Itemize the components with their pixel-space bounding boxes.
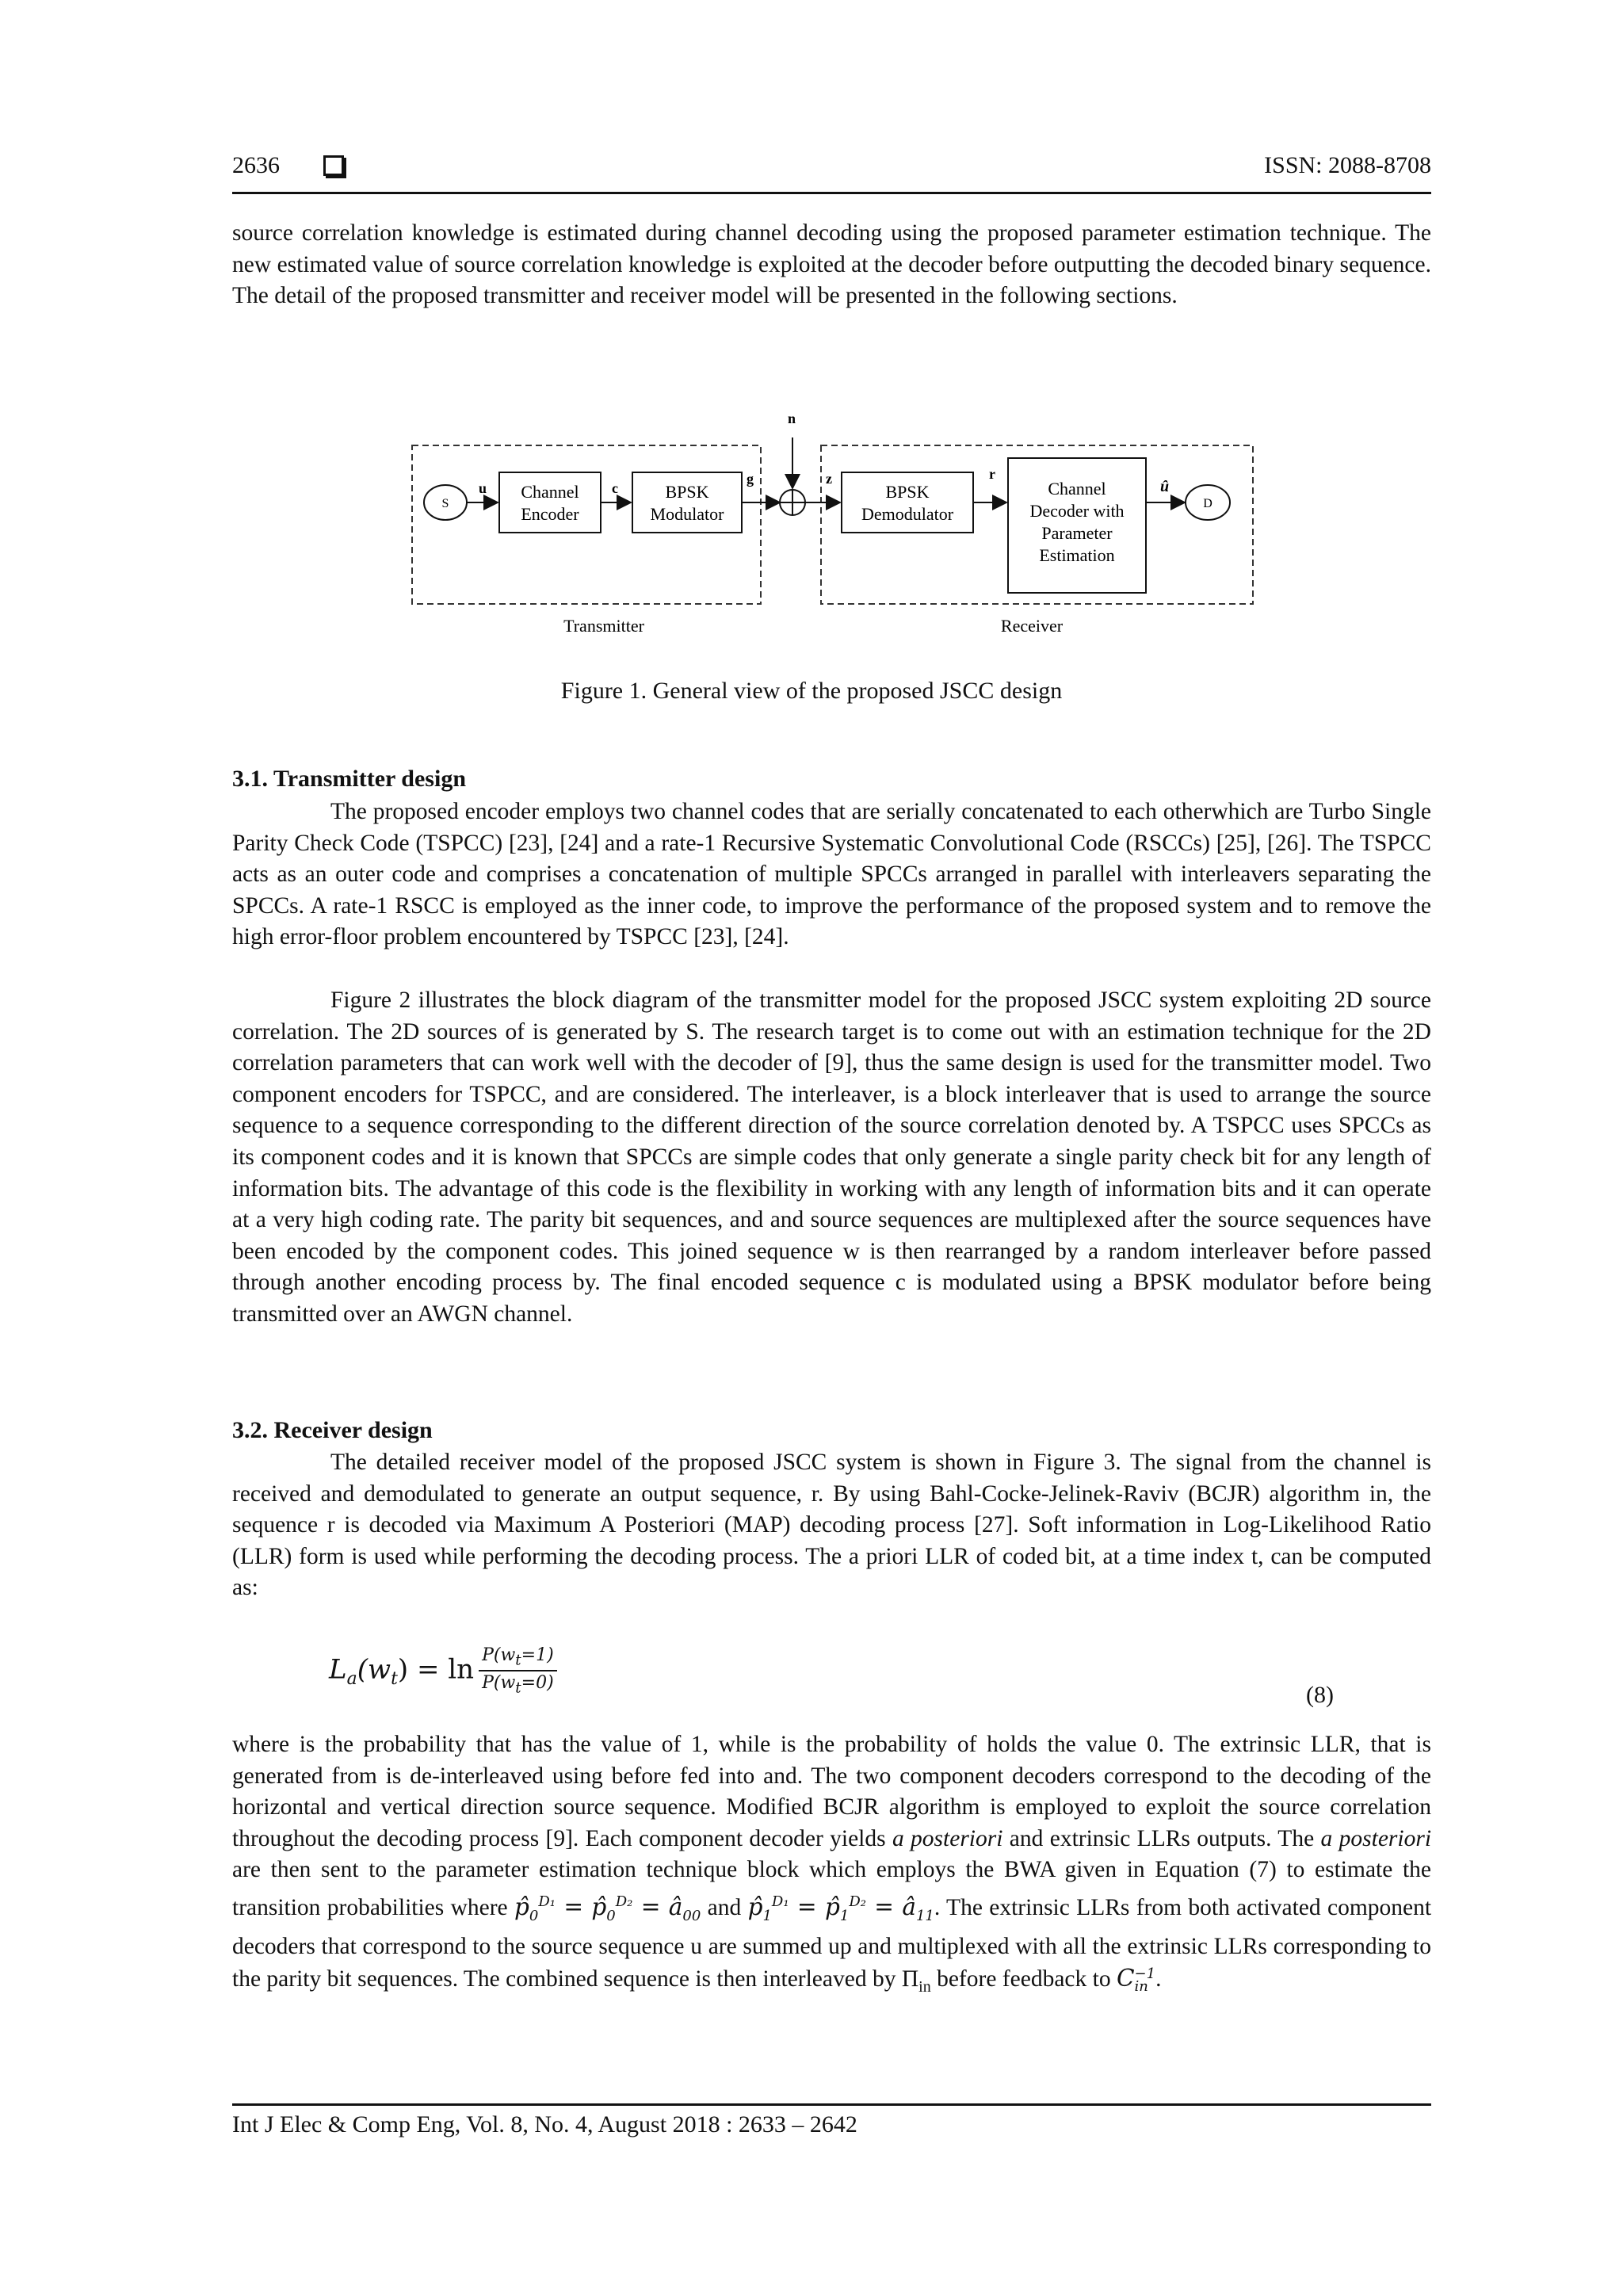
p2-end: . (1155, 1966, 1162, 1992)
page-number: 2636 (232, 152, 280, 178)
intro-paragraph: source correlation knowledge is estimated during channel decoding using the proposed parameter estimation technique. The new estimated value of source correlation knowledge is exploited at the decoder before outputting the decoded binary sequence. The detail of the proposed transmitter and receiver model will be presented in the following sections. (232, 220, 1431, 309)
bpsk-mod-label-2: Modulator (650, 504, 724, 524)
decoder-label-3: Parameter (1041, 523, 1113, 543)
channel-encoder-label-2: Encoder (521, 504, 579, 524)
bpsk-demod-label-2: Demodulator (861, 504, 954, 524)
footer-citation: Int J Elec & Comp Eng, Vol. 8, No. 4, August 2018 : 2633 – 2642 (232, 2111, 857, 2137)
eq-num-prefix: P(w (482, 1645, 516, 1665)
decoder-label-1: Channel (1048, 479, 1106, 499)
p2-text-c: are then sent to the parameter estimation technique block which employs the BWA given in Equation (7) to estimate the transition probabilities where (232, 1857, 1431, 1920)
p2-text-d: and (707, 1894, 742, 1920)
p2-pi-symbol: Π (901, 1966, 919, 1992)
bpsk-demod-label-1: BPSK (885, 482, 930, 502)
signal-u: u (479, 480, 487, 496)
p2-text-b: and extrinsic LLRs outputs. The (1009, 1825, 1315, 1851)
channel-encoder-label-1: Channel (521, 482, 579, 502)
eq-numerator: $P(w_t=1)$ (479, 1645, 557, 1671)
eq-lhs-sub: a (346, 1669, 357, 1690)
section-3-2-paragraph-2 (232, 1729, 1431, 2003)
eq-arg: (w (357, 1653, 391, 1686)
p2-text-e: . The extrinsic LLRs from both activated component decoders that correspond to the source sequence u are summed up and multiplexed with all the extrinsic LLRs corresponding to the parity bit sequences. The combined sequence is then interleaved by (232, 1894, 1432, 1992)
section-3-1-paragraph-1: The proposed encoder employs two channel codes that are serially concatenated to each otherwhich are Turbo Single Parity Check Code (TSPCC) [23], [24] and a rate-1 Recursive Systematic Convolutional Code (RSCCs) [25], [26]. The TSPCC acts as an outer code and comprises a concatenation of multiple SPCCs arranged in parallel with interleavers separating the SPCCs. A rate-1 RSCC is employed as the inner code, to improve the performance of the proposed system and to remove the high error-floor problem encountered by TSPCC [23], [24]. (232, 799, 1431, 950)
figure-1-caption: Figure 1. General view of the proposed JSCC design (560, 678, 1063, 704)
equation-8 (329, 1645, 557, 1697)
p2-formula-p0: $p̂_0^{D_1}$ = $p̂_0^{D_2}$ = $â_{00}$ (514, 1893, 701, 1924)
decoder-label-4: Estimation (1039, 545, 1115, 565)
signal-g: g (747, 471, 754, 487)
signal-z: z (826, 471, 832, 487)
p2-text-f: before feedback to (937, 1966, 1111, 1992)
p2-c-scripts (1134, 1966, 1156, 1996)
p2-formula-p1: $p̂_1^{D_1}$ = $p̂_1^{D_2}$ = $â_{11}$ (747, 1893, 934, 1924)
footer-rule (232, 2103, 1431, 2106)
header-rule (232, 192, 1431, 194)
section-3-2-heading: 3.2. Receiver design (232, 1417, 433, 1443)
page-header (232, 152, 1431, 190)
eq-num-rest: =1) (521, 1645, 554, 1665)
eq-lhs: L (329, 1653, 347, 1686)
receiver-label: Receiver (1000, 616, 1064, 636)
p2-italic-a-posteriori-2: a posteriori (1320, 1825, 1432, 1851)
p2-italic-a-posteriori-1: a posteriori (892, 1825, 1003, 1851)
section-3-1-heading: 3.1. Transmitter design (232, 766, 467, 792)
eq-arg-close: ) = ln (397, 1653, 475, 1686)
section-3-2-paragraph-1: The detailed receiver model of the proposed JSCC system is shown in Figure 3. The signal from the channel is received and demodulated to generate an output sequence, r. By using Bahl-Cocke-Jelinek-Raviv (BCJR) algorithm in, the sequence r is decoded via Maximum A Posteriori (MAP) decoding process [27]. Soft information in Log-Likelihood Ratio (LLR) form is used while performing the decoding process. The a priori LLR of coded bit, at a time index t, can be computed as: (232, 1450, 1431, 1601)
eq-arg-sub: t (391, 1669, 398, 1690)
destination-label: D (1203, 497, 1212, 510)
transmitter-label: Transmitter (563, 616, 644, 636)
section-3-1-paragraph-2: Figure 2 illustrates the block diagram of the transmitter model for the proposed JSCC system exploiting 2D source correlation. The 2D sources of is generated by S. The research target is to come out with an estimation technique for the 2D correlation parameters that can work well with the decoder of [9], thus the same design is used for the transmitter model. Two component encoders for TSPCC, and are considered. The interleaver, is a block interleaver that is used to arrange the source sequence to a sequence corresponding to the different direction of the source correlation denoted by. A TSPCC uses SPCCs as its component codes and it is known that SPCCs are simple codes that only generate a single parity check bit for any length of information bits. The advantage of this code is the flexibility in working with any length of information bits and it can operate at a very high coding rate. The parity bit sequences, and and source sequences are multiplexed after the source sequences have been encoded by the component codes. This joined sequence w is then rearranged by a random interleaver before passed through another encoding process by. The final encoded sequence c is modulated using a BPSK modulator before being transmitted over an AWGN channel. (232, 988, 1431, 1327)
signal-c: c (612, 480, 618, 496)
source-label: S (441, 497, 449, 510)
equation-8-label: (8) (1306, 1682, 1334, 1708)
figure-1-diagram (406, 406, 1262, 644)
signal-u-hat: û (1160, 478, 1170, 495)
eq-denominator: $P(w_t=0)$ (482, 1673, 554, 1697)
p2-text-a: where is the probability that has the value of 1, while is the probability of holds the value 0. The extrinsic LLR, that is generated from is de-interleaved using before fed into and. The two component decoders correspond to the decoding of the horizontal and vertical direction source sequence. Modified BCJR algorithm is employed to exploit the source correlation throughout the decoding process [9]. Each component decoder yields (232, 1732, 1431, 1851)
signal-n: n (788, 411, 796, 426)
issn: ISSN: 2088-8708 (1264, 152, 1431, 178)
p2-pi-sub: in (918, 1977, 931, 1996)
eq-fraction (479, 1645, 557, 1697)
p2-c-sup: −1 (1134, 1966, 1156, 1983)
p2-c-sub: in (1134, 1978, 1148, 1996)
eq-den-prefix: P(w (482, 1673, 516, 1694)
eq-den-rest: =0) (521, 1673, 554, 1694)
bpsk-mod-label-1: BPSK (665, 482, 709, 502)
square-bullet-icon (323, 155, 344, 176)
p2-c-symbol: C (1116, 1964, 1135, 1992)
signal-r: r (989, 466, 995, 482)
decoder-label-2: Decoder with (1029, 501, 1125, 521)
